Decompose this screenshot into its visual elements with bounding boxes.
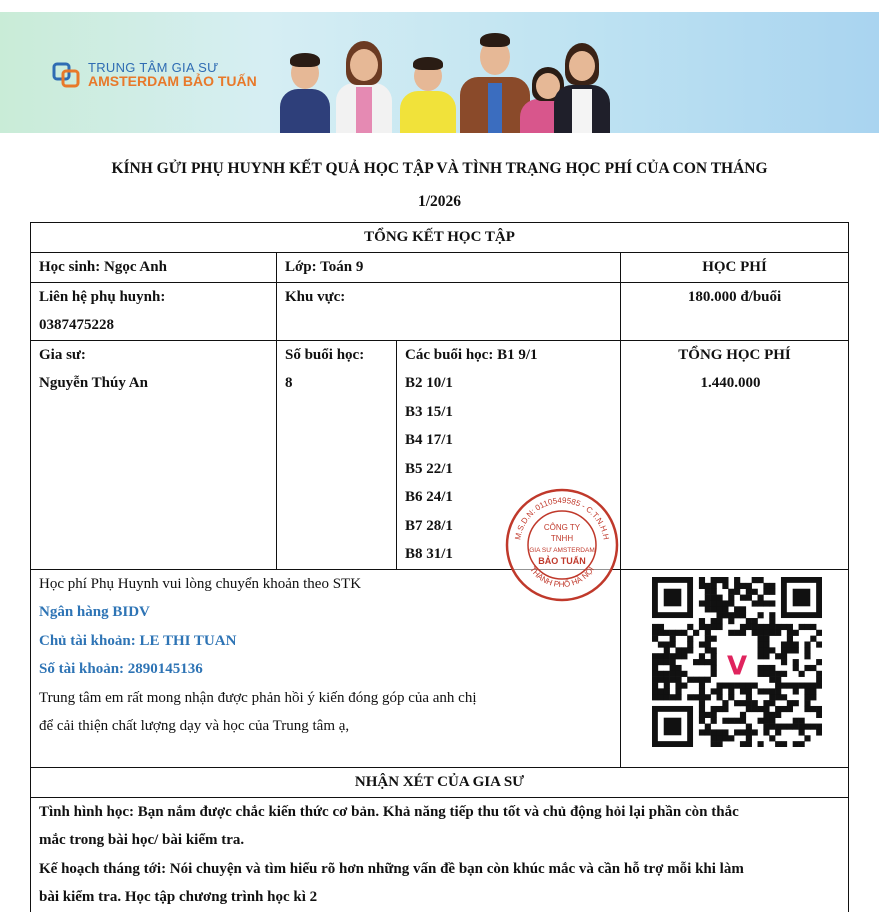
feedback-line-1: Trung tâm em rất mong nhận được phản hồi ý kiến đóng góp của anh chị (39, 689, 477, 706)
report-title-line-2: 1/2026 (417, 193, 462, 210)
area: Khu vực: (277, 282, 621, 340)
class-name: Lớp: Toán 9 (277, 253, 621, 283)
header-banner (0, 12, 879, 133)
logo-icon (52, 62, 82, 88)
session-item: B5 22/1 (405, 460, 453, 477)
sessions-label: Các buổi học: (405, 346, 494, 363)
logo-line-2: AMSTERDAM BẢO TUẤN (88, 73, 257, 89)
payment-intro: Học phí Phụ Huynh vui lòng chuyển khoản theo STK (39, 575, 362, 592)
fee-header: HỌC PHÍ (621, 253, 849, 283)
parent-contact-phone: 0387475228 (39, 317, 114, 333)
summary-section-header: TỔNG KẾT HỌC TẬP (31, 223, 849, 253)
session-item: B6 24/1 (405, 489, 453, 505)
student-name: Học sinh: Ngọc Anh (31, 253, 277, 283)
payment-qr-code (652, 577, 822, 747)
stamp-center-line: TNHH (550, 534, 574, 543)
tutor-name: Nguyễn Thúy An (39, 375, 148, 391)
fee-per-session: 180.000 đ/buổi (621, 282, 849, 340)
qr-center-logo-icon: V (726, 651, 748, 682)
session-item: B8 31/1 (405, 546, 453, 562)
tutor-label: Gia sư: (39, 346, 86, 363)
banner-people-image (270, 32, 610, 133)
total-fee-label: TỔNG HỌC PHÍ (678, 346, 791, 363)
sessions-count: 8 (285, 375, 293, 391)
session-item: B3 15/1 (405, 403, 453, 420)
parent-contact-label: Liên hệ phụ huynh: (39, 288, 166, 305)
account-holder: Chủ tài khoản: LE THI TUAN (39, 632, 237, 649)
stamp-bottom-text: THÀNH PHỐ HÀ NỘI (528, 565, 596, 590)
review-plan-line-2: bài kiểm tra. Học tập chương trình học kì 2 (39, 889, 318, 905)
account-number: Số tài khoản: 2890145136 (39, 661, 203, 677)
report-title-line-1: KÍNH GỬI PHỤ HUYNH KẾT QUẢ HỌC TẬP VÀ TÌNH TRẠNG HỌC PHÍ CỦA CON THÁNG (111, 160, 768, 177)
company-stamp (504, 487, 620, 603)
report-table (30, 222, 849, 912)
total-fee-cell (621, 340, 849, 569)
review-section-header: NHẬN XÉT CỦA GIA SƯ (31, 767, 849, 797)
sessions-count-cell (277, 340, 397, 569)
stamp-center-line: GIA SƯ AMSTERDAM (529, 547, 595, 554)
review-content (31, 797, 849, 912)
parent-contact (31, 282, 277, 340)
stamp-ring-text: M.S.D.N: 0110549585 - C.T.N.H.H (513, 495, 611, 541)
session-item: B7 28/1 (405, 517, 453, 534)
session-item: B1 9/1 (497, 346, 538, 363)
bank-name: Ngân hàng BIDV (39, 604, 150, 620)
total-fee: 1.440.000 (700, 375, 761, 391)
logo-line-1: TRUNG TÂM GIA SƯ (88, 60, 219, 75)
sessions-count-label: Số buổi học: (285, 346, 365, 363)
review-plan-line-1: Kế hoạch tháng tới: Nói chuyện và tìm hiểu rõ hơn những vấn đề bạn còn khúc mắc và cần hỗ trợ mỗi khi làm (39, 860, 744, 877)
stamp-center-line: CÔNG TY (543, 523, 581, 532)
feedback-line-2: để cải thiện chất lượng dạy và học của Trung tâm ạ, (39, 718, 350, 734)
tutor-cell (31, 340, 277, 569)
review-situation-line-2: mắc trong bài học/ bài kiểm tra. (39, 832, 245, 848)
session-item: B4 17/1 (405, 432, 453, 448)
stamp-center-line: BẢO TUẤN (538, 556, 586, 566)
review-situation-line-1: Tình hình học: Bạn nắm được chắc kiến thức cơ bản. Khả năng tiếp thu tốt và chủ động hỏi lại phần còn thắc (39, 803, 739, 820)
session-item: B2 10/1 (405, 375, 453, 391)
